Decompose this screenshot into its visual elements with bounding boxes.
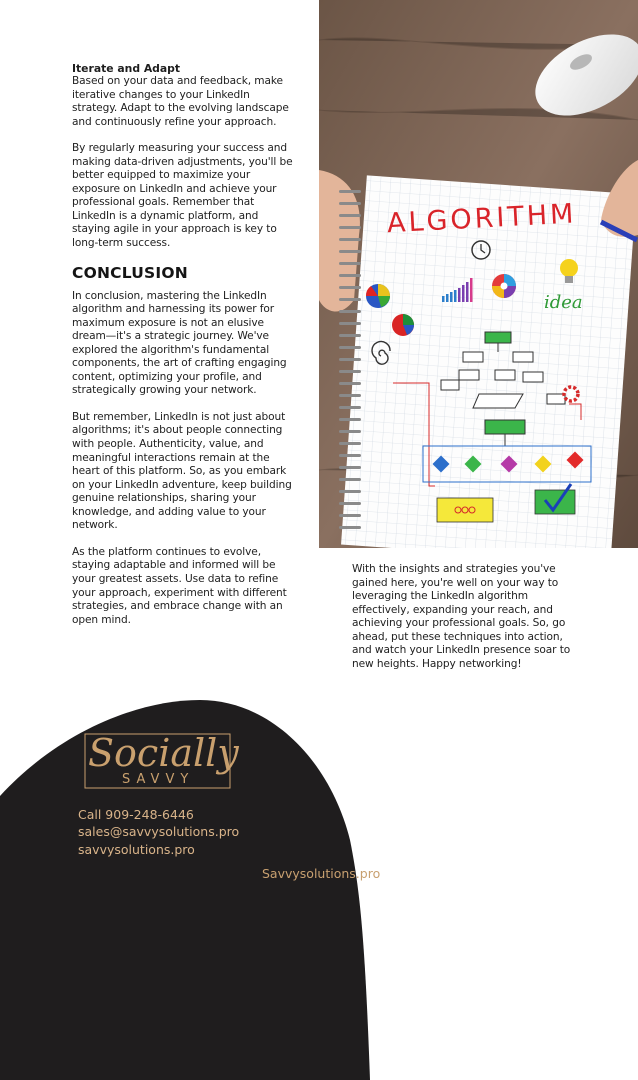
conclusion-heading: CONCLUSION: [72, 263, 188, 282]
website-link[interactable]: savvysolutions.pro: [78, 841, 195, 857]
measure-paragraph: By regularly measuring your success and making data-driven adjustments, you'll be better equipped to maximize your exposure on LinkedIn and achieve your professional goals. Remember that LinkedIn is a dynamic platform, and staying agile in your approach is key to long-term success.: [72, 142, 293, 250]
contact-block: [78, 806, 239, 858]
conclusion-paragraph-3: As the platform continues to evolve, staying adaptable and informed will be your greatest assets. Use data to refine your approach, experiment with different strategies, and embrace change with an open mind.: [72, 545, 287, 626]
pie-chart-2-icon: [392, 314, 414, 336]
phone-number[interactable]: Call 909-248-6446: [78, 807, 194, 822]
algorithm-title: ALGORITHM: [386, 198, 578, 240]
idea-label: idea: [544, 292, 583, 313]
closing-paragraph: With the insights and strategies you've gained here, you're well on your way to leveraging the LinkedIn algorithm effectively, expanding your reach, and achieving your professional goals. So, go ahead, put these techniques into action, and watch your LinkedIn presence soar to new heights. Happy networking!: [352, 563, 571, 670]
iterate-paragraph: Based on your data and feedback, make iterative changes to your LinkedIn strategy. Adapt to the evolving landscape and continuously refine your approach.: [72, 75, 289, 128]
logo-subword: SAVVY: [122, 772, 195, 787]
footer-site-url[interactable]: Savvysolutions.pro: [262, 866, 381, 881]
logo-word: Socially: [88, 731, 239, 775]
right-column: [352, 563, 582, 684]
email-link[interactable]: sales@savvysolutions.pro: [78, 824, 240, 840]
pie-chart-icon: [366, 284, 390, 308]
conclusion-paragraph-1: In conclusion, mastering the LinkedIn algorithm and harnessing its power for maximum exposure is not an elusive dream—it's a strategic journey. We've explored the algorithm's fundamental components, the art of crafting engaging content, optimizing your profile, and strategically growing your network.: [72, 289, 287, 397]
donut-chart-icon: [492, 274, 516, 298]
algorithm-notebook-photo: [319, 0, 638, 548]
conclusion-paragraph-2: But remember, LinkedIn is not just about algorithms; it's about people connecting with people. Authenticity, value, and meaningful interactions remain at the heart of this platform. So, as you embark on your LinkedIn adventure, keep building genuine relationships, sharing your knowledge, and adding value to your network.: [72, 410, 292, 532]
iterate-heading: Iterate and Adapt: [72, 62, 181, 75]
yellow-process-box: [437, 498, 493, 522]
left-column: [72, 62, 297, 640]
socially-savvy-logo: [80, 722, 240, 792]
